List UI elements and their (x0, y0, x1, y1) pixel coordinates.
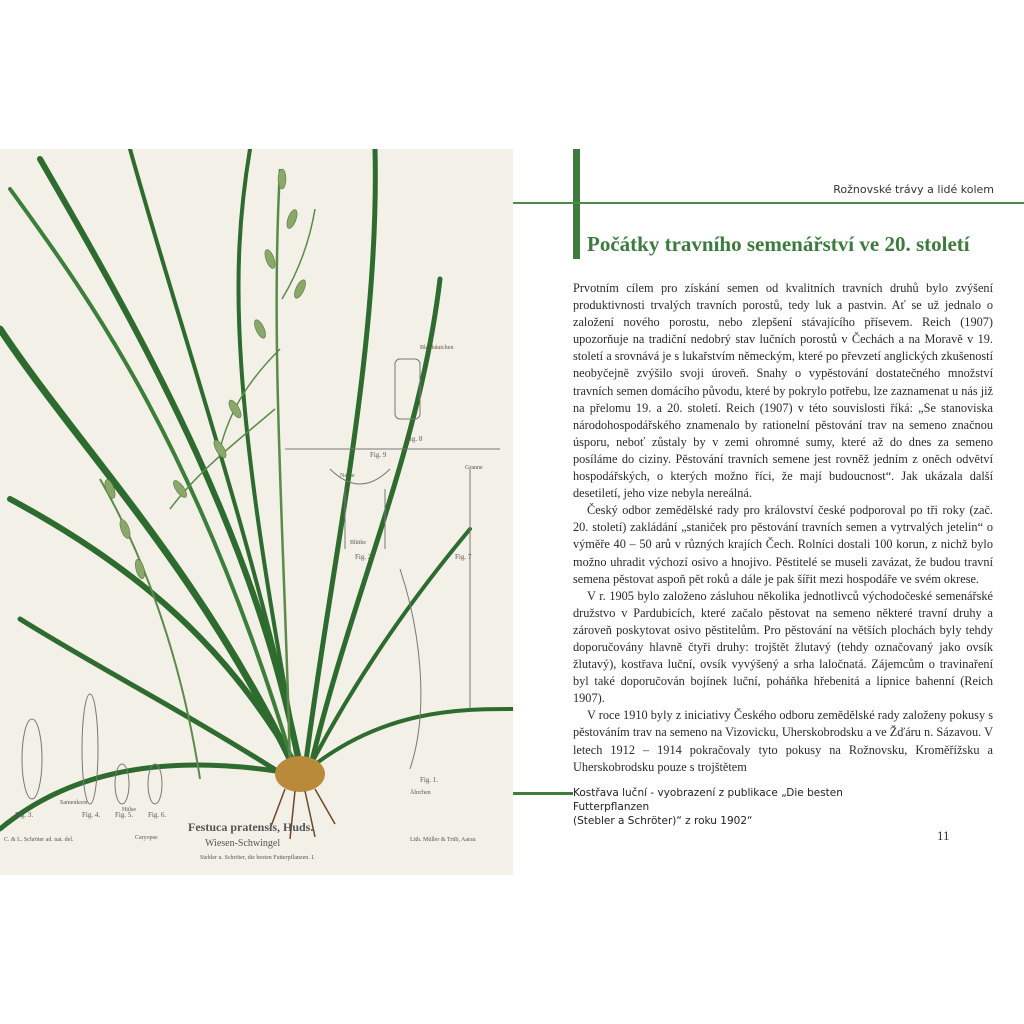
annotation-ahrchen: Ährchen (410, 790, 431, 796)
botanical-plate (0, 149, 513, 875)
plate-printer: Lith. Müller & Trüb, Aarau (410, 837, 476, 843)
paragraph: Český odbor zemědělské rady pro království české podporoval po tři roky (zač. 20. století) zakládání „staniček pro pěstování travních semen a vytrvalých jetelin“ o výměře 40 – 50 arů v různých krajích Čech. Rolníci dostali 100 korun, z nichž bylo možno uhradit výchozí osivo a hnojivo. Pěstitelé se museli zavázat, že budou travní semena pěstovat aspoň pět roků a dále je pak šířit mezi hospodáře ve svém okrese. (573, 503, 993, 586)
annotation-bluthe: Blüthe (350, 540, 366, 546)
fig-3-label: Fig. 3. (15, 811, 34, 819)
annotation-granne: Granne (465, 465, 483, 471)
fig-1-label: Fig. 1. (420, 776, 439, 784)
paragraph: Prvotním cílem pro získání semen od kvalitních travních druhů bylo zvýšení produktivnosti trvalých travních porostů, tedy luk a pastvin. Ať se už jednalo o založení nového porostu, nebo zlepšení stávajícího přísevem. Reich (1907) upozorňuje na tradiční nedobrý stav lučních porostů v Čechách a na Moravě v 19. století a srovnává je s lukařstvím německým, které po převzetí anglických zkušeností neobyčejně zvýšilo svoji úroveň. Snahy o vypěstování dostatečného množství travních semen domácího původu, které by pokrylo potřebu, lze zaznamenat u nás již na přelomu 19. a 20. století. Reich (1907) v této souvislosti říká: „Se stanoviska národohospodářského znamenalo by rationelní pěstování trav na semeno značnou úsporu, neboť zůstaly by v zemi ohromné sumy, které až do dnes za semeno posíláme do ciziny. Pěstování travních semene jest rovněž jedním z oněch odvětví hospodářských, o kterých možno říci, že mají budoucnost“. Jak ukázala další desetiletí, jeho vize nebyla nereálná. (573, 281, 994, 501)
header-rule (513, 202, 1024, 204)
plate-artist: C. & L. Schröter ad. nat. del. (4, 837, 74, 843)
caption-rule (513, 792, 573, 795)
chapter-title: Počátky travního semenářství ve 20. století (587, 232, 970, 256)
accent-bar (573, 149, 580, 259)
fig-8-label: Fig. 8 (406, 435, 423, 443)
annotation-hulse: Hülse (122, 807, 136, 813)
caption-line-2: (Stebler a Schröter)“ z roku 1902“ (573, 815, 753, 827)
paragraph: V roce 1910 byly z iniciativy Českého odboru zemědělské rady založeny pokusy s pěstováním trav na semeno na Vizovicku, Uherskobrodsku a ve Žďáru n. Sázavou. V letech 1912 – 1914 pokračovaly tyto pokusy na Rožnovsku, Kroměřížsku a Uherskobrodsku pouze s trojštětem (573, 708, 993, 774)
fig-6-label: Fig. 6. (148, 811, 167, 819)
plate-source: Stebler u. Schröter, die besten Futterpflanzen. I. (200, 855, 315, 861)
leaf-blades (0, 149, 513, 829)
plate-common-name: Wiesen-Schwingel (205, 838, 281, 849)
figure-caption (573, 786, 873, 828)
fig-9-label: Fig. 9 (370, 451, 387, 459)
plate-species: Festuca pratensis, Huds. (188, 820, 314, 834)
annotation-samenkorn: Samenkorn (60, 800, 88, 806)
annotation-blatthautchen: Blatthäutchen (420, 345, 454, 351)
annotation-narbe: Narbe (340, 473, 355, 479)
fig-7-label: Fig. 7 (455, 553, 472, 561)
fig-4-label: Fig. 4. (82, 811, 101, 819)
caption-line-1: Kostřava luční - vyobrazení z publikace „Die besten Futterpflanzen (573, 787, 843, 813)
annotation-caryopse: Caryopse (135, 835, 158, 841)
body-text (573, 280, 993, 776)
fig-5-label: Fig. 5. (115, 811, 134, 819)
fig-2-label: Fig. 2. (355, 553, 374, 561)
paragraph: V r. 1905 bylo založeno zásluhou několika jednotlivců východočeské semenářské družstvo v Pardubicích, které začalo pěstovat na semeno některé travní druhy a zároveň poskytovat osivo pěstitelům. Pro pěstování na větších plochách byly tehdy doporučovány hlavně čtyři druhy: trojštět žlutavý (tehdy označovaný jako ovsík žlutavý), kostřava luční, ovsík vyvýšený a srha laločnatá. Zájemcům o travinaření byl také doporučován bojínek luční, poháňka hřebenitá a lipnice bahenní (Reich 1907). (573, 588, 993, 706)
running-head: Rožnovské trávy a lidé kolem (833, 183, 994, 196)
page-number: 11 (937, 828, 950, 843)
festuca-illustration (0, 149, 513, 875)
